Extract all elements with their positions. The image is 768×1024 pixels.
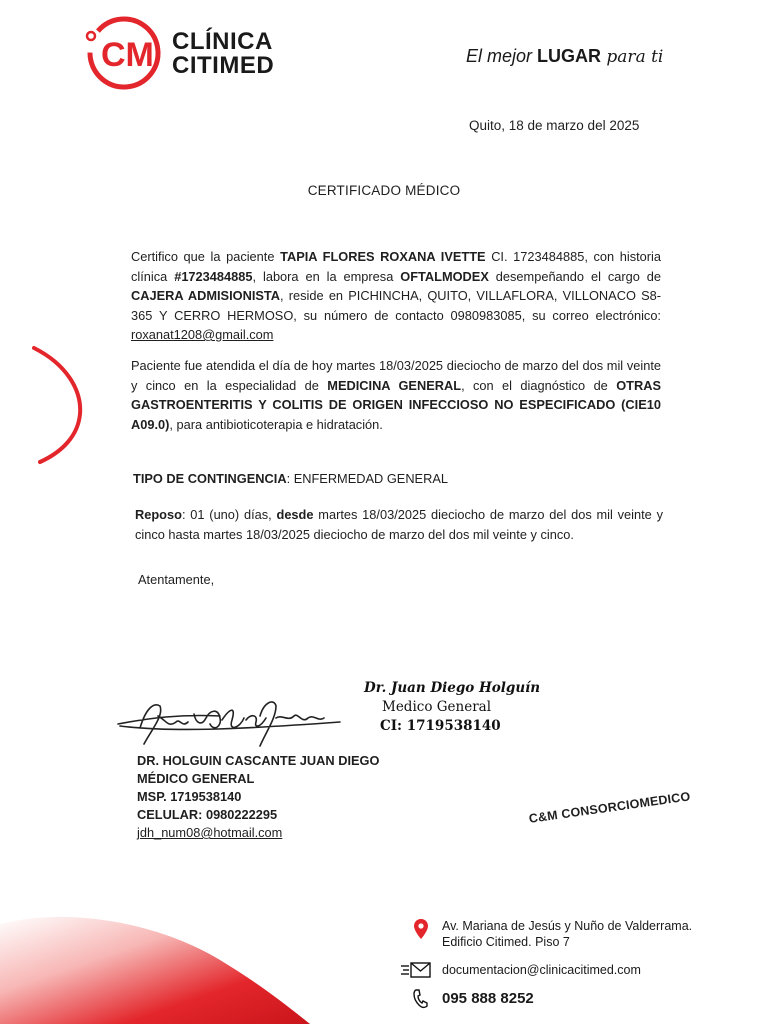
closing: Atentamente, [138,572,215,587]
footer-phone: 095 888 8252 [442,990,534,1007]
stamp-ci: CI: 1719538140 [380,718,501,734]
doctor-stamp [364,679,544,736]
text: CI. 1723484885, con historia clínica [131,249,661,284]
place-date: Quito, 18 de marzo del 2025 [469,118,640,133]
text: , reside en PICHINCHA, QUITO, VILLAFLORA, VILLONACO S8-365 Y CERRO HERMOSO, su número de contacto 0980983085, su correo electrónico: [131,288,661,323]
logo-line1: CLÍNICA [172,28,273,55]
text: , labora en la empresa [252,268,401,284]
stamp-name: Dr. Juan Diego Holguín [364,680,541,696]
address-line1: Av. Mariana de Jesús y Nuño de Valderrama. [442,919,693,933]
logo-wordmark [172,30,312,78]
text: desempeñando el cargo de [488,268,662,284]
text: Certifico que la paciente [131,249,281,264]
paragraph-patient-info [131,247,661,345]
stamp-role: Medico General [382,699,492,715]
doctor-role: MÉDICO GENERAL [137,771,255,786]
text: martes 18/03/2025 dieciocho de marzo del dos mil veinte y cinco hasta martes 18/03/2025 dieciocho de marzo del dos mil veinte y cinco. [135,507,663,542]
email-icon [400,962,432,978]
patient-email: roxanat1208@gmail.com [131,327,274,342]
patient-name: TAPIA FLORES ROXANA IVETTE [280,249,486,264]
doctor-msp: MSP. 1719538140 [137,789,242,804]
tagline [466,46,686,72]
logo-line2: CITIMED [172,52,275,79]
tagline-part1: El mejor [466,46,538,66]
footer-email: documentacion@clinicacitimed.com [442,963,641,977]
contingency-label: TIPO DE CONTINGENCIA [133,471,287,486]
job-position: CAJERA ADMISIONISTA [131,288,281,303]
text: desde [276,507,314,522]
clinica-citimed-logo-icon [82,14,166,92]
company-stamp: C&M CONSORCIOMEDICO [528,789,692,826]
text: , para antibioticoterapia e hidratación. [169,416,383,432]
phone-icon [412,989,428,1009]
paragraph-diagnosis [131,356,661,434]
history-number: #1723484885 [174,268,253,284]
decorative-red-blob [0,890,340,1024]
contingency-value: : ENFERMEDAD GENERAL [286,471,448,486]
text: : 01 (uno) días, [181,507,277,522]
doctor-info [137,752,397,842]
doctor-email: jdh_num08@hotmail.com [137,825,283,840]
document-title: CERTIFICADO MÉDICO [307,183,461,198]
address-line2: Edificio Citimed. Piso 7 [442,935,570,949]
text: Paciente fue atendida el día de hoy martes 18/03/2025 dieciocho de marzo del dos mil veinte y cinco en la especialidad de [131,358,661,393]
footer-address [442,918,732,950]
doctor-phone: CELULAR: 0980222295 [137,807,278,822]
rest-label: Reposo [135,507,182,522]
contingency-type [133,471,633,486]
company-name: OFTALMODEX [400,268,489,284]
location-pin-icon [413,918,429,940]
diagnosis: OTRAS GASTROENTERITIS Y COLITIS DE ORIGEN INFECCIOSO NO ESPECIFICADO (CIE10 A09.0) [131,377,662,432]
decorative-red-arc [0,340,90,470]
svg-text:CM: CM [101,36,154,74]
text: , con el diagnóstico de [461,377,617,393]
paragraph-rest [135,505,663,544]
specialty: MEDICINA GENERAL [327,377,462,393]
tagline-part2: LUGAR [537,46,602,66]
doctor-name: DR. HOLGUIN CASCANTE JUAN DIEGO [137,753,380,768]
handwritten-signature [110,688,360,754]
tagline-part3: para ti [601,47,664,67]
